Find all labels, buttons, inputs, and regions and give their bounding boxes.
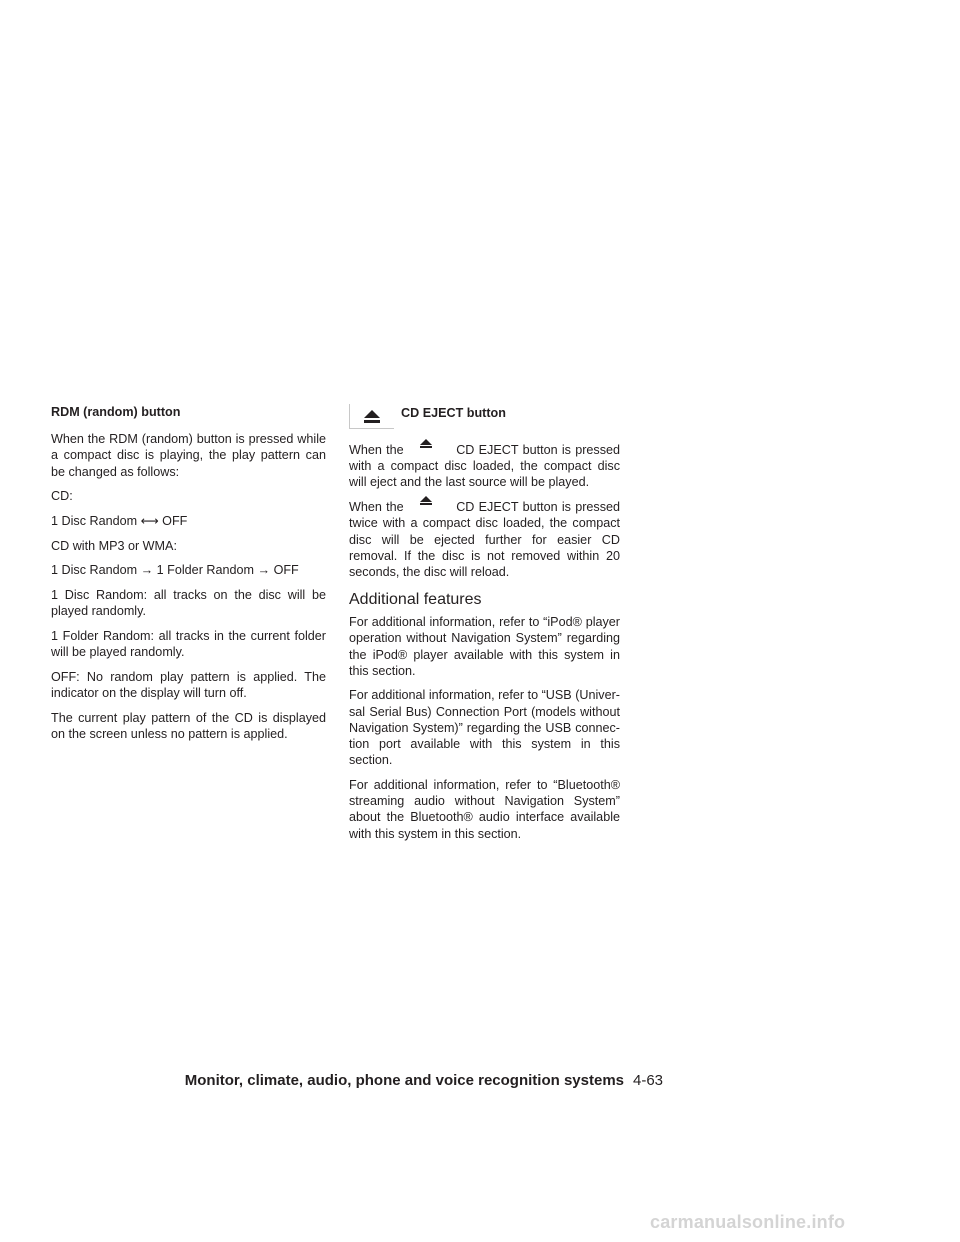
mp3-label: CD with MP3 or WMA: [51, 538, 177, 553]
left-column [51, 404, 326, 751]
rdm-heading: RDM (random) button [51, 405, 181, 419]
eject-para-1 [349, 442, 620, 491]
eject-p2-pre: When the [349, 500, 404, 515]
eject-heading-row [349, 404, 620, 431]
eject-p2-post: CD EJECT button is pressed twice with a compact disc loaded, the compact disc will be ejected further for easier CD removal. If the disc is not removed within 20 seconds, the disc will reload. [349, 500, 621, 579]
disc-random-desc: 1 Disc Random: all tracks on the disc will be played randomly. [51, 588, 326, 619]
additional-features-title: Additional features [349, 591, 482, 609]
folder-random-desc: 1 Folder Random: all tracks in the current folder will be played randomly. [51, 629, 326, 660]
eject-icon [408, 442, 452, 454]
eject-icon [408, 499, 452, 511]
mp3-pattern: 1 Disc Random → 1 Folder Random → OFF [51, 563, 299, 578]
additional-usb: For additional information, refer to “USB (Univer- sal Serial Bus) Connection Port (models without Navigation System)” regarding the USB connec- tion port available with this system in this section. [349, 688, 620, 768]
eject-para-2 [349, 499, 620, 580]
right-column [349, 404, 620, 850]
eject-icon [349, 404, 394, 429]
eject-p1-post: CD EJECT button is pressed with a compact disc loaded, the compact disc will eject and the last source will be played. [349, 443, 621, 490]
cd-pattern: 1 Disc Random ⟷ OFF [51, 514, 188, 529]
additional-ipod: For additional information, refer to “iPod® player operation without Navigation System” regarding the iPod® player available with this system in this section. [349, 615, 620, 678]
watermark: carmanualsonline.info [650, 1212, 846, 1232]
cd-label: CD: [51, 489, 73, 504]
pattern-display-note: The current play pattern of the CD is displayed on the screen unless no pattern is applied. [51, 710, 326, 742]
chapter-title: Monitor, climate, audio, phone and voice recognition systems [184, 1072, 624, 1089]
additional-bluetooth: For additional information, refer to “Bluetooth® streaming audio without Navigation System” about the Bluetooth® audio interface available with this system in this section. [349, 777, 620, 841]
eject-p1-pre: When the [349, 443, 404, 457]
page-number: 4-63 [633, 1072, 664, 1089]
rdm-intro: When the RDM (random) button is pressed while a compact disc is playing, the play pattern can be changed as follows: [51, 432, 326, 479]
off-desc: OFF: No random play pattern is applied. The indicator on the display will turn off. [51, 669, 326, 701]
eject-heading: CD EJECT button [401, 406, 506, 420]
